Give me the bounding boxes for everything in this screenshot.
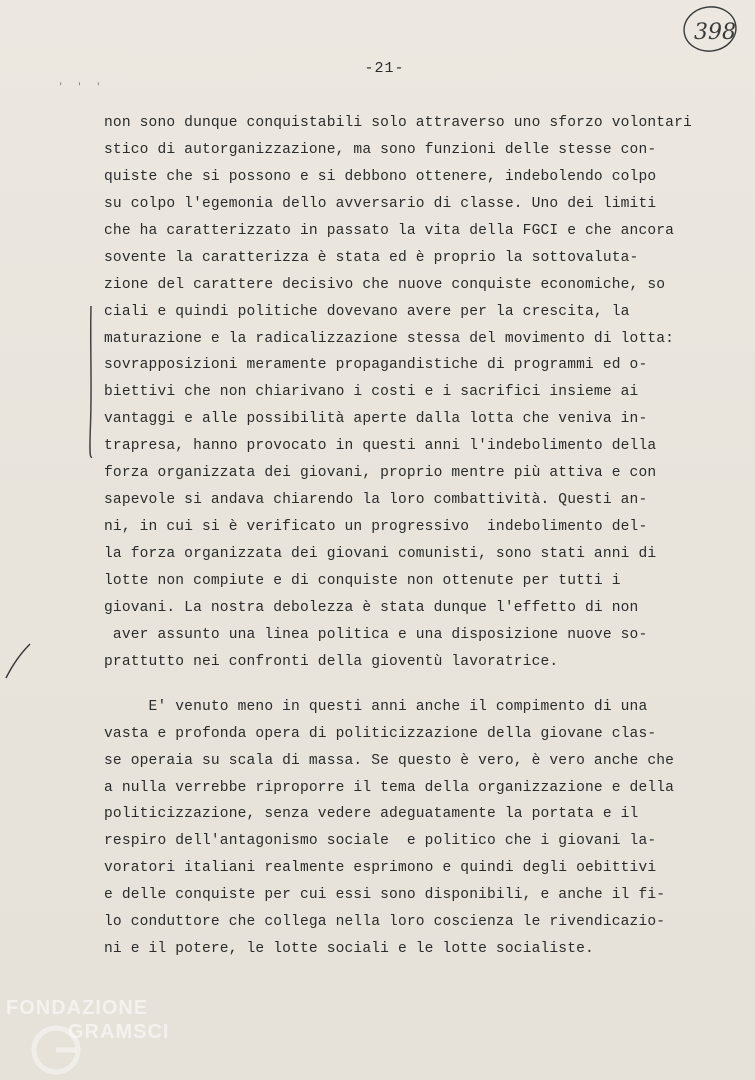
text-line: trapresa, hanno provocato in questi anni l'indebolimento della [104, 438, 657, 455]
text-line: vantaggi e alle possibilità aperte dalla lotta che veniva in- [104, 411, 648, 428]
text-line: giovani. La nostra debolezza è stata dunque l'effetto di non [104, 599, 639, 616]
text-line: zione del carattere decisivo che nuove conquiste economiche, so [104, 276, 666, 293]
text-line: lotte non compiute e di conquiste non ottenute per tutti i [104, 572, 621, 589]
text-line: se operaia su scala di massa. Se questo è vero, è vero anche che [104, 752, 675, 769]
paragraph-2 [104, 694, 704, 963]
page-number: -21- [364, 60, 405, 77]
paragraph-gap [104, 676, 704, 694]
text-line: ciali e quindi politiche dovevano avere per la crescita, la [104, 303, 630, 320]
text-line: politicizzazione, senza vedere adeguatamente la portata e il [104, 806, 639, 823]
text-line: stico di autorganizzazione, ma sono funzioni delle stesse con- [104, 141, 657, 158]
text-line: forza organizzata dei giovani, proprio mentre più attiva e con [104, 465, 657, 482]
text-line: sovrapposizioni meramente propagandistiche di programmi ed o- [104, 357, 648, 374]
watermark-line-1: FONDAZIONE [6, 997, 149, 1019]
text-line: a nulla verrebbe riproporre il tema della organizzazione e della [104, 779, 675, 796]
typed-text-body [104, 110, 704, 963]
text-line: respiro dell'antagonismo sociale e politico che i giovani la- [104, 833, 657, 850]
text-line: biettivi che non chiarivano i costi e i sacrifici insieme ai [104, 384, 639, 401]
text-line: e delle conquiste per cui essi sono disponibili, e anche il fi- [104, 887, 666, 904]
text-line: E' venuto meno in questi anni anche il compimento di una [104, 698, 648, 715]
text-line: che ha caratterizzato in passato la vita della FGCI e che ancora [104, 222, 675, 239]
paragraph-1 [104, 110, 704, 676]
text-line: vasta e profonda opera di politicizzazione della giovane clas- [104, 725, 657, 742]
text-line: quiste che si possono e si debbono ottenere, indebolendo colpo [104, 168, 657, 185]
text-line: lo conduttore che collega nella loro coscienza le rivendicazio- [104, 914, 666, 931]
archive-number-text: 398 [694, 20, 736, 45]
text-line: prattutto nei confronti della gioventù lavoratrice. [104, 653, 559, 670]
text-line: sapevole si andava chiarendo la loro combattività. Questi an- [104, 492, 648, 509]
watermark [6, 996, 206, 1076]
corner-marks: ' ' ' [58, 82, 106, 92]
text-line: ni e il potere, le lotte sociali e le lotte socialiste. [104, 941, 594, 958]
text-line: ni, in cui si è verificato un progressivo indebolimento del- [104, 519, 648, 536]
handwritten-circle-icon [681, 4, 739, 54]
text-line: aver assunto una linea politica e una disposizione nuove so- [104, 626, 648, 643]
text-line: sovente la caratterizza è stata ed è proprio la sottovaluta- [104, 249, 639, 266]
text-line: maturazione e la radicalizzazione stessa del movimento di lotta: [104, 330, 675, 347]
text-line: la forza organizzata dei giovani comunisti, sono stati anni di [104, 546, 657, 562]
archive-number-stamp [681, 4, 739, 54]
margin-tick-mark [4, 640, 34, 682]
text-line: su colpo l'egemonia dello avversario di classe. Uno dei limiti [104, 195, 657, 212]
watermark-line-2: GRAMSCI [68, 1021, 170, 1043]
text-line: voratori italiani realmente esprimono e quindi degli oebittivi [104, 860, 657, 877]
margin-vertical-mark [88, 304, 94, 460]
text-line: non sono dunque conquistabili solo attraverso uno sforzo volontari [104, 115, 692, 131]
